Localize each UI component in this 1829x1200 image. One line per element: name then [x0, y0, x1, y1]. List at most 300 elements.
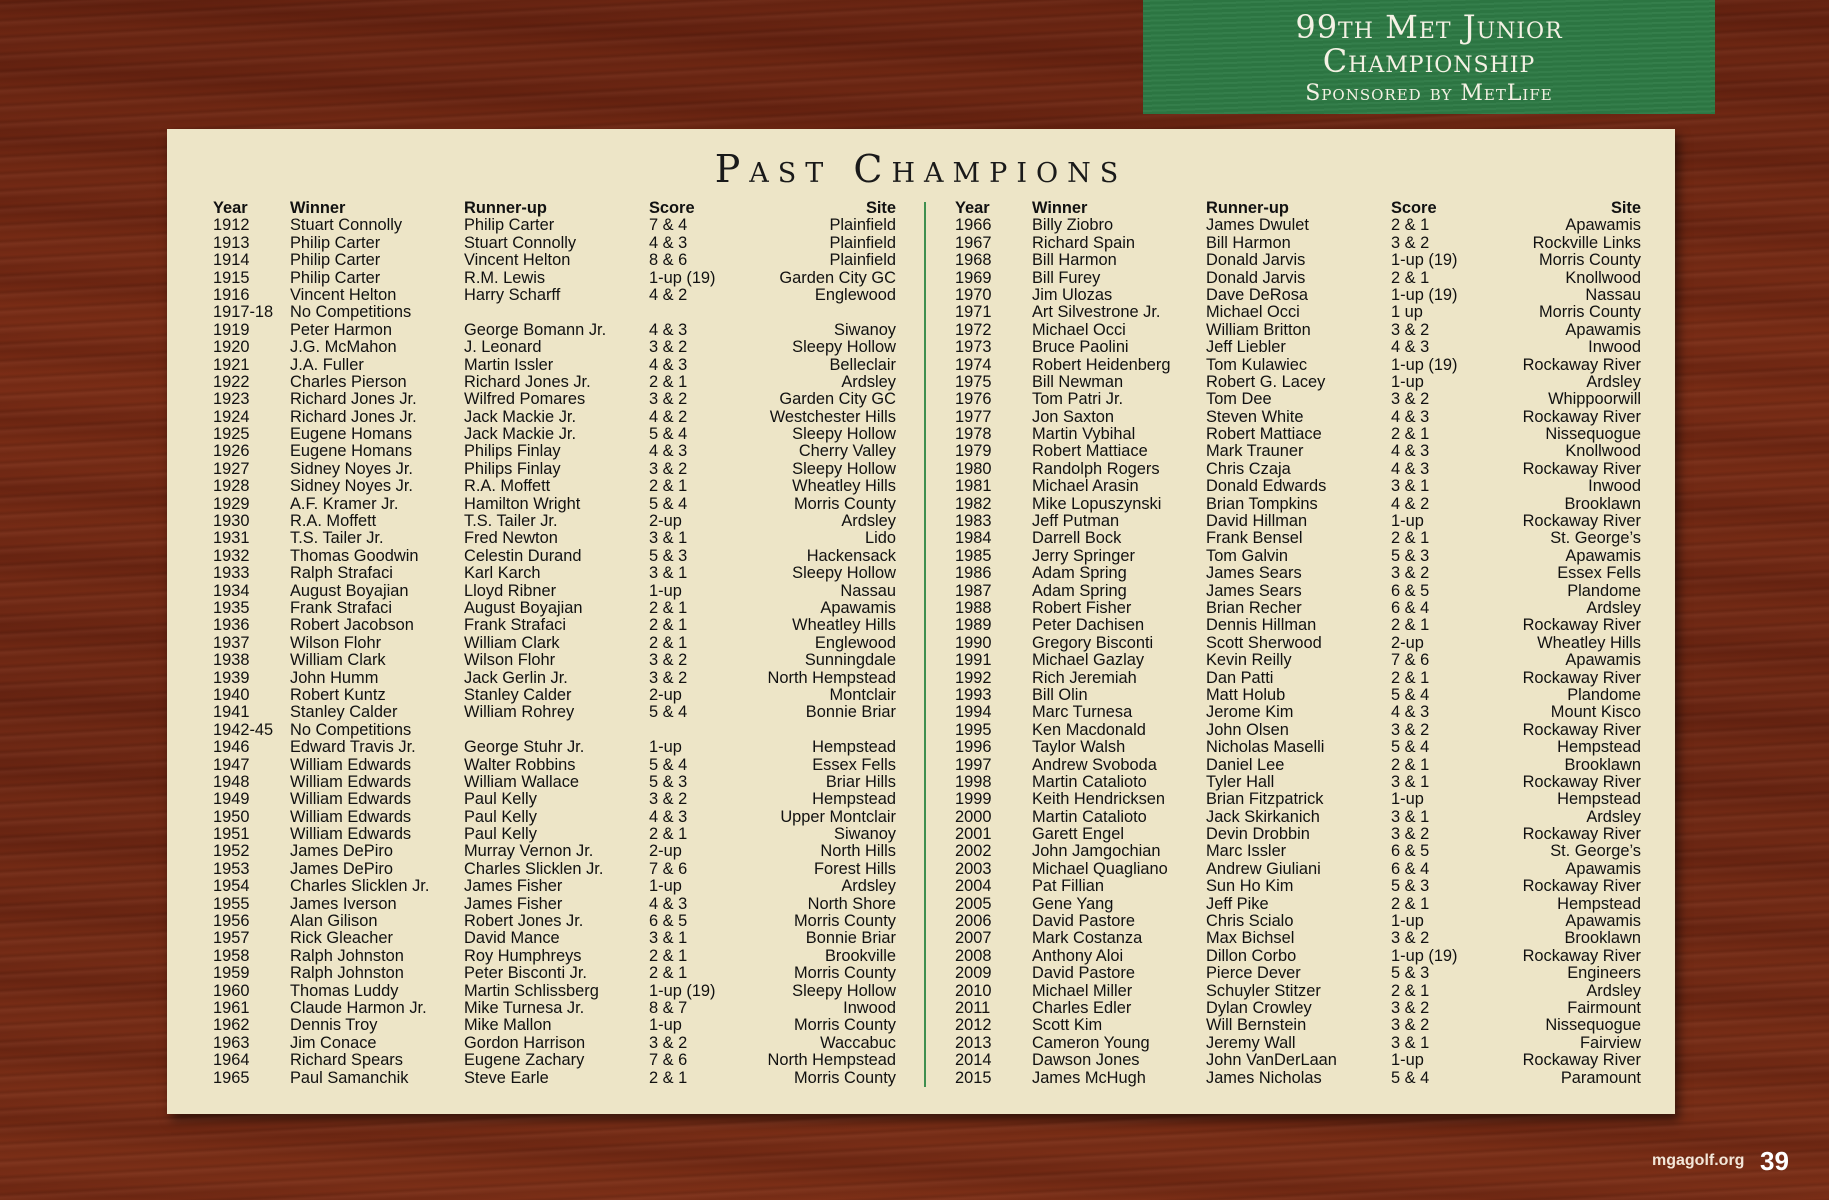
- cell-winner: John Humm: [290, 668, 379, 687]
- cell-score: 6 & 5: [649, 912, 688, 931]
- cell-site: Nissequogue: [1545, 1016, 1641, 1035]
- cell-score: 4 & 3: [649, 442, 688, 461]
- cell-winner: Tom Patri Jr.: [1032, 390, 1124, 409]
- cell-year: 1947: [213, 755, 250, 774]
- cell-site: Rockaway River: [1522, 407, 1641, 426]
- cell-score: 2 & 1: [649, 1068, 688, 1087]
- table-row: [213, 722, 896, 739]
- cell-site: Brooklawn: [1564, 929, 1641, 948]
- cell-year: 1924: [213, 407, 250, 426]
- table-row: [955, 391, 1641, 408]
- cell-runner-up: Jeremy Wall: [1206, 1033, 1296, 1052]
- cell-site: Rockaway River: [1522, 720, 1641, 739]
- page-title: Past Champions: [714, 147, 1128, 191]
- cell-score: 2-up: [649, 512, 682, 531]
- cell-winner: Bill Olin: [1032, 685, 1088, 704]
- cell-score: 1-up: [1391, 912, 1424, 931]
- table-row: [955, 1070, 1641, 1087]
- cell-score: 1-up: [1391, 372, 1424, 391]
- cell-site: Upper Montclair: [780, 807, 896, 826]
- cell-score: 6 & 5: [1391, 842, 1430, 861]
- cell-site: Apawamis: [1565, 859, 1641, 878]
- cell-year: 2010: [955, 981, 992, 1000]
- cell-score: 1-up (19): [1391, 946, 1458, 965]
- cell-winner: William Edwards: [290, 825, 412, 844]
- cell-site: Morris County: [793, 494, 896, 513]
- cell-score: 1-up: [649, 738, 682, 757]
- table-row: [955, 443, 1641, 460]
- cell-score: 1-up (19): [1391, 285, 1458, 304]
- page-number: 39: [1760, 1146, 1789, 1176]
- cell-runner-up: William Rohrey: [464, 703, 575, 722]
- cell-year: 2003: [955, 859, 992, 878]
- cell-year: 1980: [955, 459, 992, 478]
- cell-winner: Mark Costanza: [1032, 929, 1143, 948]
- table-row: [213, 670, 896, 687]
- table-row: [213, 217, 896, 234]
- cell-year: 1938: [213, 651, 250, 670]
- cell-winner: James DePiro: [290, 859, 393, 878]
- cell-score: 3 & 1: [1391, 1033, 1430, 1052]
- cell-score: 3 & 2: [1391, 825, 1430, 844]
- cell-runner-up: James Fisher: [464, 877, 563, 896]
- cell-score: 6 & 4: [1391, 859, 1430, 878]
- cell-site: Inwood: [1588, 338, 1641, 357]
- cell-site: Fairmount: [1567, 998, 1641, 1017]
- cell-year: 1953: [213, 859, 250, 878]
- table-row: [955, 357, 1641, 374]
- cell-year: 1977: [955, 407, 992, 426]
- table-row: [955, 409, 1641, 426]
- cell-site: Rockaway River: [1522, 616, 1641, 635]
- table-row: [213, 774, 896, 791]
- table-row: [955, 704, 1641, 721]
- banner-title-line2: Championship: [1322, 42, 1536, 80]
- cell-site: Sunningdale: [804, 651, 896, 670]
- cell-score: 2-up: [649, 842, 682, 861]
- cell-runner-up: Andrew Giuliani: [1206, 859, 1321, 878]
- cell-year: 1916: [213, 285, 250, 304]
- cell-year: 1933: [213, 564, 250, 583]
- cell-year: 1939: [213, 668, 250, 687]
- cell-year: 2007: [955, 929, 992, 948]
- cell-site: Wheatley Hills: [1537, 633, 1641, 652]
- cell-score: 3 & 2: [1391, 720, 1430, 739]
- cell-runner-up: Karl Karch: [464, 564, 541, 583]
- cell-score: 5 & 3: [649, 546, 688, 565]
- table-row: [955, 635, 1641, 652]
- table-row: [213, 1000, 896, 1017]
- cell-year: 1949: [213, 790, 250, 809]
- header-score: Score: [1391, 199, 1437, 217]
- column-divider: [924, 202, 926, 1087]
- cell-site: Ardsley: [1586, 598, 1641, 617]
- cell-score: 3 & 2: [649, 338, 688, 357]
- cell-score: 8 & 6: [649, 251, 688, 270]
- cell-winner: Rick Gleacher: [290, 929, 393, 948]
- table-row: [213, 948, 896, 965]
- cell-winner: Taylor Walsh: [1032, 738, 1126, 757]
- table-row: [213, 930, 896, 947]
- table-row: [955, 809, 1641, 826]
- cell-score: 3 & 1: [1391, 807, 1430, 826]
- cell-winner: No Competitions: [290, 720, 412, 739]
- cell-runner-up: Paul Kelly: [464, 790, 537, 809]
- cell-site: Garden City GC: [779, 268, 896, 287]
- cell-score: 2 & 1: [649, 477, 688, 496]
- table-row: [955, 965, 1641, 982]
- cell-winner: William Edwards: [290, 755, 412, 774]
- cell-score: 4 & 2: [1391, 494, 1430, 513]
- cell-runner-up: John VanDerLaan: [1206, 1051, 1337, 1070]
- cell-winner: Adam Spring: [1032, 564, 1127, 583]
- cell-year: 1926: [213, 442, 250, 461]
- cell-runner-up: Jack Mackie Jr.: [464, 407, 577, 426]
- cell-winner: Ken Macdonald: [1032, 720, 1146, 739]
- table-row: [213, 339, 896, 356]
- cell-winner: Michael Quagliano: [1032, 859, 1168, 878]
- cell-winner: R.A. Moffett: [290, 512, 377, 531]
- cell-score: 4 & 3: [649, 355, 688, 374]
- cell-winner: Richard Spears: [290, 1051, 403, 1070]
- cell-year: 1989: [955, 616, 992, 635]
- cell-winner: Philip Carter: [290, 268, 381, 287]
- cell-winner: Vincent Helton: [290, 285, 397, 304]
- cell-year: 1913: [213, 233, 250, 252]
- cell-score: 1-up: [649, 877, 682, 896]
- cell-winner: Frank Strafaci: [290, 598, 393, 617]
- cell-score: 6 & 4: [1391, 598, 1430, 617]
- cell-winner: Ralph Strafaci: [290, 564, 393, 583]
- cell-runner-up: R.A. Moffett: [464, 477, 551, 496]
- table-row: [213, 791, 896, 808]
- cell-winner: Andrew Svoboda: [1032, 755, 1157, 774]
- cell-runner-up: Gordon Harrison: [464, 1033, 586, 1052]
- cell-score: 3 & 2: [1391, 998, 1430, 1017]
- cell-score: 2 & 1: [649, 825, 688, 844]
- table-row: [955, 878, 1641, 895]
- cell-winner: Jim Conace: [290, 1033, 377, 1052]
- cell-site: Fairview: [1579, 1033, 1641, 1052]
- cell-score: 4 & 3: [1391, 442, 1430, 461]
- cell-site: Hempstead: [1557, 894, 1641, 913]
- cell-year: 1934: [213, 581, 250, 600]
- table-row: [213, 826, 896, 843]
- table-row: [213, 1017, 896, 1034]
- cell-site: Hempstead: [1557, 738, 1641, 757]
- cell-site: Sleepy Hollow: [792, 425, 896, 444]
- cell-score: 2 & 1: [1391, 425, 1430, 444]
- cell-winner: Peter Dachisen: [1032, 616, 1145, 635]
- table-row: [213, 896, 896, 913]
- cell-year: 1992: [955, 668, 992, 687]
- cell-score: 1-up (19): [1391, 355, 1458, 374]
- cell-site: Plandome: [1567, 685, 1641, 704]
- table-row: [955, 496, 1641, 513]
- cell-year: 1962: [213, 1016, 250, 1035]
- cell-year: 1958: [213, 946, 250, 965]
- cell-score: 2 & 1: [1391, 668, 1430, 687]
- table-row: [955, 687, 1641, 704]
- cell-winner: Eugene Homans: [290, 442, 413, 461]
- cell-winner: William Edwards: [290, 790, 412, 809]
- cell-year: 1950: [213, 807, 250, 826]
- table-row: [213, 496, 896, 513]
- cell-winner: Bill Newman: [1032, 372, 1124, 391]
- cell-score: 3 & 2: [649, 790, 688, 809]
- cell-year: 2012: [955, 1016, 992, 1035]
- cell-runner-up: George Stuhr Jr.: [464, 738, 585, 757]
- cell-winner: Sidney Noyes Jr.: [290, 477, 413, 496]
- cell-year: 2005: [955, 894, 992, 913]
- table-row: [213, 235, 896, 252]
- cell-winner: Philip Carter: [290, 251, 381, 270]
- cell-site: Lido: [865, 529, 896, 548]
- cell-site: Sleepy Hollow: [792, 459, 896, 478]
- cell-runner-up: David Hillman: [1206, 512, 1308, 531]
- cell-year: 1991: [955, 651, 992, 670]
- table-row: [213, 252, 896, 269]
- footer-url[interactable]: mgagolf.org: [1652, 1152, 1745, 1169]
- table-row: [955, 478, 1641, 495]
- cell-site: Morris County: [1538, 251, 1641, 270]
- cell-runner-up: Dan Patti: [1206, 668, 1274, 687]
- cell-score: 3 & 2: [649, 390, 688, 409]
- table-row: [213, 739, 896, 756]
- cell-site: Apawamis: [1565, 912, 1641, 931]
- cell-runner-up: Brian Recher: [1206, 598, 1302, 617]
- cell-site: Knollwood: [1565, 268, 1641, 287]
- cell-score: 3 & 2: [649, 1033, 688, 1052]
- cell-winner: Richard Jones Jr.: [290, 390, 417, 409]
- cell-runner-up: Jack Mackie Jr.: [464, 425, 577, 444]
- table-row: [955, 600, 1641, 617]
- cell-winner: Richard Jones Jr.: [290, 407, 417, 426]
- cell-site: Siwanoy: [834, 825, 896, 844]
- cell-winner: Michael Miller: [1032, 981, 1133, 1000]
- cell-site: Inwood: [843, 998, 896, 1017]
- cell-year: 1920: [213, 338, 250, 357]
- cell-year: 1925: [213, 425, 250, 444]
- cell-winner: Pat Fillian: [1032, 877, 1104, 896]
- cell-year: 1928: [213, 477, 250, 496]
- cell-site: Morris County: [793, 964, 896, 983]
- table-row: [955, 861, 1641, 878]
- cell-score: 3 & 1: [649, 564, 688, 583]
- cell-score: 8 & 7: [649, 998, 688, 1017]
- cell-site: Ardsley: [1586, 981, 1641, 1000]
- cell-winner: William Edwards: [290, 807, 412, 826]
- cell-year: 1937: [213, 633, 250, 652]
- cell-site: Mount Kisco: [1550, 703, 1641, 722]
- cell-runner-up: Brian Tompkins: [1206, 494, 1318, 513]
- table-row: [213, 548, 896, 565]
- cell-score: 5 & 3: [1391, 964, 1430, 983]
- cell-winner: Marc Turnesa: [1032, 703, 1133, 722]
- cell-site: Nassau: [1585, 285, 1641, 304]
- table-row: [213, 1035, 896, 1052]
- cell-winner: Richard Spain: [1032, 233, 1135, 252]
- cell-runner-up: William Britton: [1206, 320, 1311, 339]
- header-winner: Winner: [1032, 199, 1088, 217]
- cell-site: Hackensack: [806, 546, 896, 565]
- cell-winner: Cameron Young: [1032, 1033, 1150, 1052]
- cell-winner: Edward Travis Jr.: [290, 738, 416, 757]
- cell-runner-up: Schuyler Stitzer: [1206, 981, 1321, 1000]
- cell-score: 3 & 2: [1391, 1016, 1430, 1035]
- cell-site: Waccabuc: [820, 1033, 896, 1052]
- header-year: Year: [213, 199, 248, 217]
- cell-runner-up: Philips Finlay: [464, 459, 561, 478]
- cell-site: Rockaway River: [1522, 355, 1641, 374]
- cell-site: North Hempstead: [767, 1051, 896, 1070]
- cell-site: Brooklawn: [1564, 494, 1641, 513]
- cell-year: 2004: [955, 877, 992, 896]
- cell-year: 1929: [213, 494, 250, 513]
- cell-site: Rockaway River: [1522, 877, 1641, 896]
- cell-runner-up: Peter Bisconti Jr.: [464, 964, 587, 983]
- cell-year: 1954: [213, 877, 250, 896]
- cell-year: 1972: [955, 320, 992, 339]
- cell-year: 1960: [213, 981, 250, 1000]
- cell-score: 4 & 3: [649, 233, 688, 252]
- cell-site: St. George’s: [1550, 842, 1641, 861]
- table-row: [213, 583, 896, 600]
- cell-score: 2 & 1: [649, 946, 688, 965]
- cell-runner-up: Dave DeRosa: [1206, 285, 1309, 304]
- cell-year: 1996: [955, 738, 992, 757]
- cell-runner-up: Walter Robbins: [464, 755, 576, 774]
- cell-runner-up: Tyler Hall: [1206, 772, 1275, 791]
- cell-score: 5 & 3: [1391, 877, 1430, 896]
- table-row: [955, 843, 1641, 860]
- cell-score: 1-up: [1391, 790, 1424, 809]
- cell-year: 1978: [955, 425, 992, 444]
- cell-runner-up: Bill Harmon: [1206, 233, 1291, 252]
- cell-year: 1951: [213, 825, 250, 844]
- cell-year: 1995: [955, 720, 992, 739]
- cell-site: Ardsley: [1586, 807, 1641, 826]
- cell-runner-up: Dennis Hillman: [1206, 616, 1317, 635]
- cell-year: 1956: [213, 912, 250, 931]
- cell-runner-up: Donald Jarvis: [1206, 251, 1306, 270]
- cell-winner: Scott Kim: [1032, 1016, 1103, 1035]
- cell-year: 2009: [955, 964, 992, 983]
- cell-score: 1-up (19): [649, 268, 716, 287]
- cell-score: 5 & 4: [649, 494, 688, 513]
- table-row: [213, 322, 896, 339]
- banner-sponsor: Sponsored by MetLife: [1305, 81, 1553, 106]
- cell-runner-up: Tom Kulawiec: [1206, 355, 1308, 374]
- cell-site: Brookville: [824, 946, 896, 965]
- table-row: [213, 426, 896, 443]
- table-row: [955, 791, 1641, 808]
- cell-runner-up: Jeff Pike: [1206, 894, 1269, 913]
- cell-year: 1914: [213, 251, 250, 270]
- cell-year: 1975: [955, 372, 992, 391]
- cell-site: Rockaway River: [1522, 512, 1641, 531]
- cell-runner-up: Charles Slicklen Jr.: [464, 859, 604, 878]
- table-row: [955, 304, 1641, 321]
- cell-year: 1912: [213, 216, 250, 235]
- cell-score: 2 & 1: [649, 964, 688, 983]
- cell-runner-up: Roy Humphreys: [464, 946, 582, 965]
- table-row: [955, 513, 1641, 530]
- cell-site: Ardsley: [841, 512, 896, 531]
- cell-year: 2001: [955, 825, 992, 844]
- cell-runner-up: Donald Jarvis: [1206, 268, 1306, 287]
- cell-year: 1970: [955, 285, 992, 304]
- cell-runner-up: Jeff Liebler: [1206, 338, 1286, 357]
- table-row: [955, 322, 1641, 339]
- cell-winner: Philip Carter: [290, 233, 381, 252]
- header-winner: Winner: [290, 199, 346, 217]
- cell-runner-up: Richard Jones Jr.: [464, 372, 591, 391]
- cell-winner: Bill Furey: [1032, 268, 1101, 287]
- cell-site: Morris County: [793, 1016, 896, 1035]
- cell-year: 2011: [955, 998, 991, 1017]
- cell-score: 1-up: [649, 1016, 682, 1035]
- cell-score: 2 & 1: [1391, 894, 1430, 913]
- table-row: [955, 722, 1641, 739]
- cell-site: Wheatley Hills: [792, 616, 896, 635]
- table-row: [955, 270, 1641, 287]
- cell-score: 2-up: [649, 685, 682, 704]
- cell-winner: Charles Edler: [1032, 998, 1132, 1017]
- cell-score: 3 & 2: [649, 668, 688, 687]
- cell-runner-up: Matt Holub: [1206, 685, 1286, 704]
- cell-score: 1-up (19): [1391, 251, 1458, 270]
- cell-site: Garden City GC: [779, 390, 896, 409]
- table-row: [955, 1017, 1641, 1034]
- cell-runner-up: Martin Schlissberg: [464, 981, 599, 1000]
- cell-winner: Bruce Paolini: [1032, 338, 1129, 357]
- cell-year: 1965: [213, 1068, 250, 1087]
- cell-year: 1915: [213, 268, 250, 287]
- cell-runner-up: Jerome Kim: [1206, 703, 1294, 722]
- table-row: [955, 739, 1641, 756]
- table-row: [955, 774, 1641, 791]
- cell-winner: J.A. Fuller: [290, 355, 364, 374]
- table-row: [955, 913, 1641, 930]
- cell-score: 2-up: [1391, 633, 1424, 652]
- cell-year: 1998: [955, 772, 992, 791]
- cell-site: Plainfield: [829, 233, 896, 252]
- cell-runner-up: Robert G. Lacey: [1206, 372, 1326, 391]
- table-row: [955, 757, 1641, 774]
- table-row: [213, 304, 896, 321]
- cell-year: 1976: [955, 390, 992, 409]
- cell-runner-up: Scott Sherwood: [1206, 633, 1322, 652]
- cell-winner: Keith Hendricksen: [1032, 790, 1166, 809]
- cell-site: Bonnie Briar: [805, 703, 896, 722]
- cell-score: 2 & 1: [649, 372, 688, 391]
- cell-site: North Hills: [820, 842, 896, 861]
- cell-winner: David Pastore: [1032, 964, 1135, 983]
- cell-runner-up: James Fisher: [464, 894, 563, 913]
- cell-score: 2 & 1: [1391, 216, 1430, 235]
- cell-runner-up: John Olsen: [1206, 720, 1289, 739]
- table-row: [955, 217, 1641, 234]
- cell-runner-up: James Dwulet: [1206, 216, 1309, 235]
- cell-site: Rockaway River: [1522, 825, 1641, 844]
- header-year: Year: [955, 199, 990, 217]
- cell-site: Bonnie Briar: [805, 929, 896, 948]
- cell-runner-up: Brian Fitzpatrick: [1206, 790, 1324, 809]
- cell-winner: T.S. Tailer Jr.: [290, 529, 384, 548]
- cell-year: 1999: [955, 790, 992, 809]
- cell-runner-up: William Clark: [464, 633, 560, 652]
